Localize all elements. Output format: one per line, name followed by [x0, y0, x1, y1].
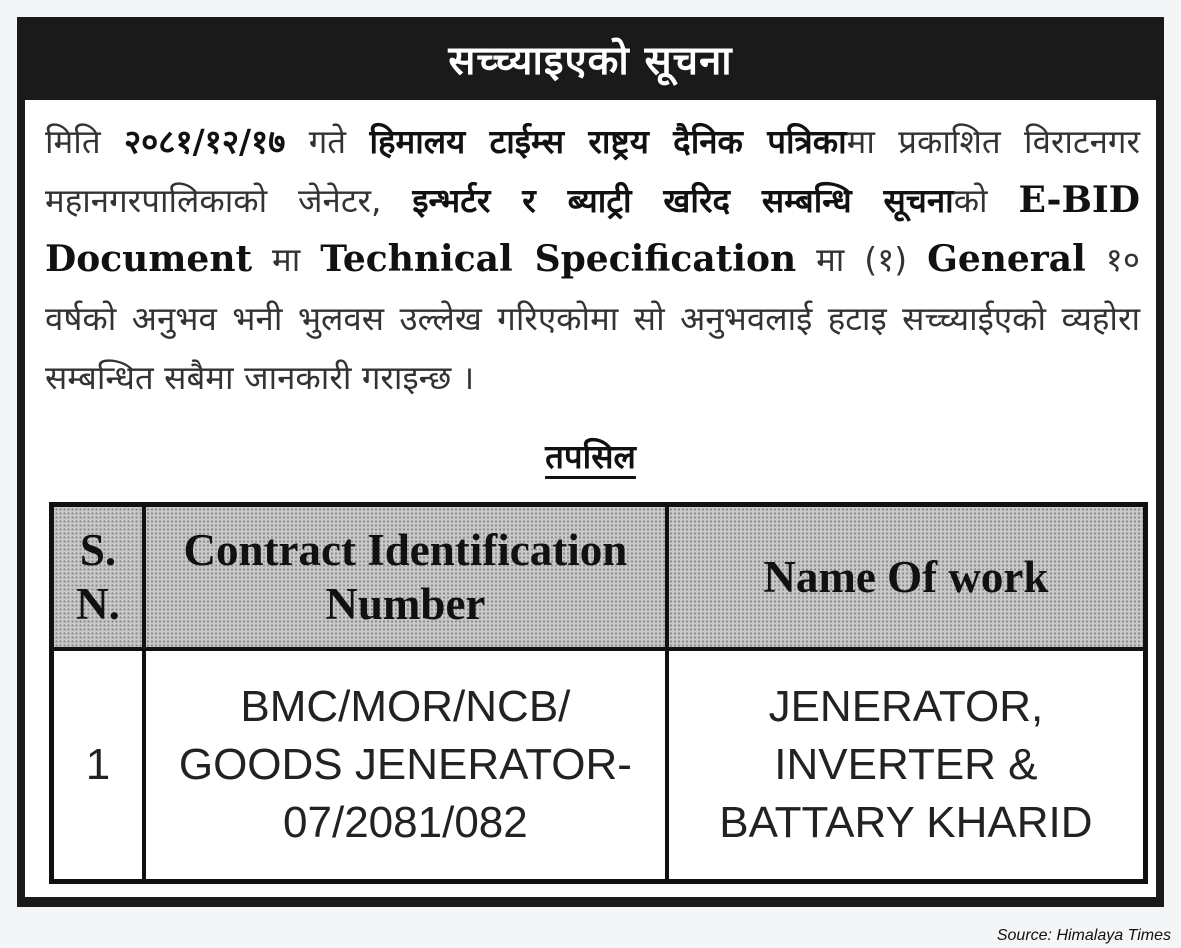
cell-sn: 1	[52, 649, 145, 882]
cell-line: GOODS JENERATOR-	[178, 740, 632, 789]
paragraph-segment: Technical Specification	[320, 238, 797, 280]
table-header-row	[52, 505, 1146, 650]
paragraph-segment: General	[927, 238, 1086, 280]
cell-line: BATTARY KHARID	[719, 798, 1093, 847]
paragraph-segment: हिमालय टाईम्स राष्ट्रय दैनिक पत्रिका	[369, 122, 847, 161]
header-sn-label: S. N.	[76, 525, 120, 629]
cell-line: JENERATOR,	[768, 682, 1044, 731]
paragraph-segment: १० वर्षको अनुभव भनी भुलवस उल्लेख गरिएकोमा सो अनुभवलाई हटाइ सच्च्याईएको व्यहोरा सम्बन्धित सबैमा जानकारी गराइन्छ ।	[45, 240, 1141, 397]
paragraph-segment: मा	[252, 240, 321, 279]
cell-line: INVERTER &	[774, 740, 1038, 789]
source-credit: Source: Himalaya Times	[996, 927, 1171, 944]
notice-subheading	[25, 433, 1156, 478]
paragraph-segment: मा (१)	[796, 240, 928, 279]
paragraph-segment: २०८१/१२/१७	[123, 122, 286, 161]
paragraph-segment: गते	[285, 122, 370, 161]
notice-title-bar	[17, 17, 1164, 100]
details-table	[49, 502, 1148, 884]
table-row	[52, 649, 1146, 882]
paragraph-segment: इन्भर्टर र ब्याट्री खरिद सम्बन्धि सूचना	[412, 181, 954, 220]
paragraph-segment: E-BID Document	[45, 179, 1140, 280]
cell-line: 07/2081/082	[283, 798, 528, 847]
notice-body	[25, 100, 1156, 897]
notice-paragraph	[45, 112, 1140, 407]
paragraph-segment: को	[953, 181, 1019, 220]
notice-box	[17, 17, 1164, 907]
paragraph-segment: मिति	[45, 122, 124, 161]
header-contract-id-label: Contract Identification Number	[183, 525, 628, 629]
subheading-text: तपसिल	[545, 437, 636, 476]
cell-name-of-work	[667, 649, 1146, 882]
paragraph-segment: मा प्रकाशित विराटनगर महानगरपालिकाको जेनेटर,	[45, 122, 1140, 220]
cell-contract-id	[144, 649, 667, 882]
header-name-of-work	[667, 505, 1146, 650]
header-sn	[52, 505, 145, 650]
cell-line: BMC/MOR/NCB/	[240, 682, 571, 731]
header-name-of-work-label: Name Of work	[763, 552, 1049, 602]
header-contract-id	[144, 505, 667, 650]
notice-title: सच्च्याइएको सूचना	[448, 38, 733, 84]
table-body	[52, 649, 1146, 882]
